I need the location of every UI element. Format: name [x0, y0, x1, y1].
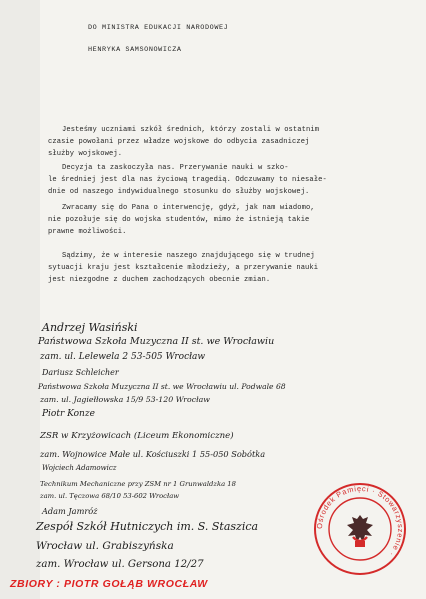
paragraph-1-line: służby wojskowej. — [48, 150, 123, 159]
paragraph-1 — [48, 124, 393, 161]
left-shadow — [0, 0, 40, 599]
paragraph-3-line: prawne możliwości. — [48, 228, 127, 237]
addressee-line: DO MINISTRA EDUKACJI NARODOWEJ — [88, 24, 229, 32]
paragraph-2-line: dnie od naszego indywidualnego stosunku do służby wojskowej. — [48, 188, 310, 197]
paragraph-1-line: czasie powołani przez władze wojskowe do odbycia zasadniczej — [48, 138, 310, 147]
signature-3-name: Piotr Konze — [42, 409, 95, 419]
signature-2-name: Dariusz Schleicher — [42, 368, 119, 377]
signature-4-school: Technikum Mechaniczne przy ZSM nr 1 Grunwaldzka 18 — [40, 480, 236, 488]
paragraph-4-line: sytuacji kraju jest kształcenie młodzieży, a przerywanie nauki — [48, 264, 319, 273]
signature-5-city: Wrocław ul. Grabiszyńska — [36, 540, 174, 552]
paragraph-4-line: jest niezgodne z duchem zachodzących obecnie zmian. — [48, 276, 271, 285]
paragraph-3-line: nie pozołuje się do wojska studentów, mimo że istnieją takie — [48, 216, 310, 225]
signature-1-name: Andrzej Wasiński — [42, 321, 138, 334]
paragraph-3-line: Zwracamy się do Pana o interwencję, gdyż, jak nam wiadomo, — [62, 204, 315, 212]
signature-5-address: zam. Wrocław ul. Gersona 12/27 — [36, 559, 204, 570]
paragraph-4-line: Sądzimy, że w interesie naszego znajdującego się w trudnej — [62, 252, 315, 260]
signature-4-name: Wojciech Adamowicz — [42, 464, 117, 472]
collection-credit: ZBIORY : PIOTR GOŁĄB WROCŁAW — [10, 578, 208, 590]
stamp-ring-text: Ośrodek Pamięci · Stowarzyszenie · — [314, 483, 406, 559]
eagle-emblem-icon — [347, 515, 373, 547]
signature-5-name: Adam Jamróż — [42, 506, 98, 516]
signature-2-address: zam. ul. Jagiełłowska 15/9 53-120 Wrocław — [40, 395, 210, 404]
archive-stamp — [312, 481, 408, 577]
minister-name: HENRYKA SAMSONOWICZA — [88, 46, 182, 54]
paragraph-1-line: Jesteśmy uczniami szkół średnich, którzy zostali w ostatnim — [62, 126, 320, 134]
paragraph-2 — [48, 162, 393, 199]
paragraph-4 — [48, 250, 393, 287]
paragraph-2-line: Decyzja ta zaskoczyła nas. Przerywanie nauki w szko- — [62, 164, 289, 172]
paragraph-3 — [48, 202, 393, 239]
signature-1-address: zam. ul. Lelewela 2 53-505 Wrocław — [40, 352, 206, 362]
signature-4-address: zam. ul. Tęczowa 68/10 53-602 Wrocław — [40, 492, 180, 500]
signature-3-address: zam. Wojnowice Małe ul. Kościuszki 1 55-050 Sobótka — [40, 449, 266, 459]
signature-1-school: Państwowa Szkoła Muzyczna II st. we Wrocławiu — [38, 336, 275, 347]
signature-2-school: Państwowa Szkoła Muzyczna II st. we Wrocławiu ul. Podwale 68 — [38, 382, 286, 391]
paragraph-2-line: le średniej jest dla nas życiową tragedią. Odczuwamy to niesałe- — [48, 176, 327, 185]
signature-3-school: ZSR w Krzyżowicach (Liceum Ekonomiczne) — [40, 431, 234, 441]
signature-5-school: Zespół Szkół Hutniczych im. S. Staszica — [36, 520, 259, 533]
